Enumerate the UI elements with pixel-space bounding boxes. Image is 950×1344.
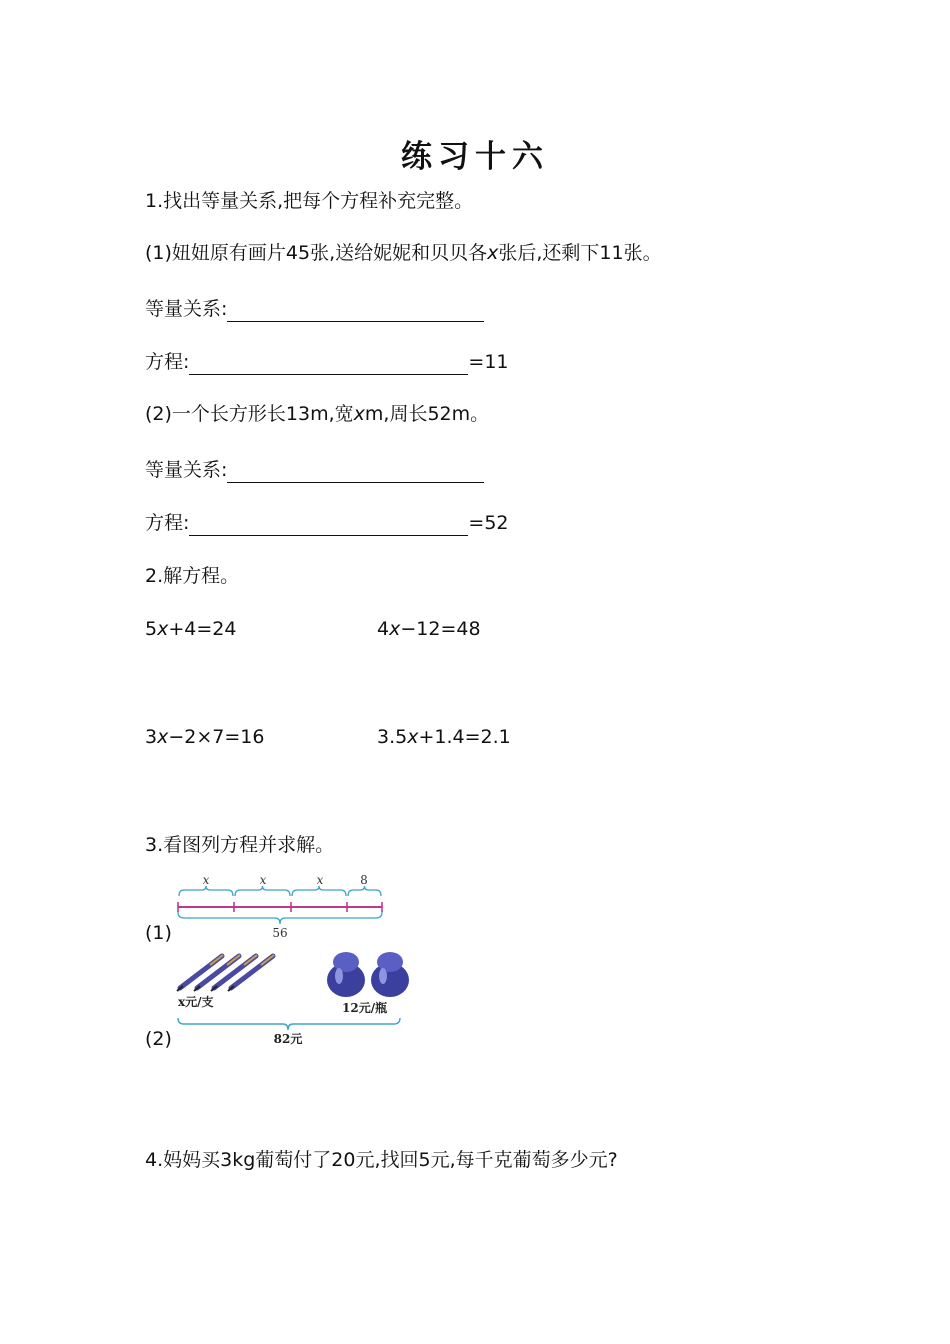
pens-group (177, 955, 274, 991)
segment-brace (292, 886, 346, 896)
ink-bottle-icon (371, 952, 409, 997)
bottles-group (327, 952, 409, 997)
segment-label: x (202, 873, 210, 887)
q1-heading: 1.找出等量关系,把每个方程补充完整。 (145, 190, 474, 212)
segment-label: 8 (360, 873, 368, 887)
segment-label: x (259, 873, 267, 887)
page-title: 练习十六 (401, 139, 549, 175)
pen-price-label: x元/支 (178, 995, 214, 1009)
segment-diagram (170, 868, 395, 944)
equation-3: 3x−2×7=16 (145, 726, 265, 748)
q1-part2-relation: 等量关系: (145, 457, 484, 483)
q1-part2-text: (2)一个长方形长13m,宽xm,周长52m。 (145, 403, 490, 425)
q4-heading: 4.妈妈买3kg葡萄付了20元,找回5元,每千克葡萄多少元? (145, 1149, 618, 1171)
segment-label: x (316, 873, 324, 887)
equation-blank[interactable] (189, 354, 468, 375)
figure1-label: (1) (145, 922, 172, 944)
figure2-label: (2) (145, 1028, 172, 1050)
q1-part2-equation: 方程: =52 (145, 512, 509, 534)
segment-brace (235, 886, 290, 896)
equation-blank[interactable] (189, 515, 468, 536)
q2-heading: 2.解方程。 (145, 565, 240, 587)
equation-4: 3.5x+1.4=2.1 (377, 726, 511, 748)
total-price-label: 82元 (273, 1032, 303, 1046)
q1-part1-text: (1)妞妞原有画片45张,送给妮妮和贝贝各x张后,还剩下11张。 (145, 242, 662, 264)
ink-bottle-icon (327, 952, 365, 997)
total-brace (178, 1018, 400, 1030)
bottle-price-label: 12元/瓶 (342, 1001, 388, 1015)
equation-1: 5x+4=24 (145, 618, 237, 640)
q3-heading: 3.看图列方程并求解。 (145, 834, 335, 856)
relation-blank[interactable] (227, 462, 484, 483)
pens-bottles-figure (170, 948, 410, 1052)
segment-brace (348, 886, 381, 896)
segment-brace (179, 886, 233, 896)
relation-blank[interactable] (227, 301, 484, 322)
total-label: 56 (272, 926, 288, 940)
q1-part1-equation: 方程: =11 (145, 351, 509, 373)
q1-part1-relation: 等量关系: (145, 296, 484, 322)
equation-2: 4x−12=48 (377, 618, 481, 640)
bottom-brace (178, 912, 382, 924)
